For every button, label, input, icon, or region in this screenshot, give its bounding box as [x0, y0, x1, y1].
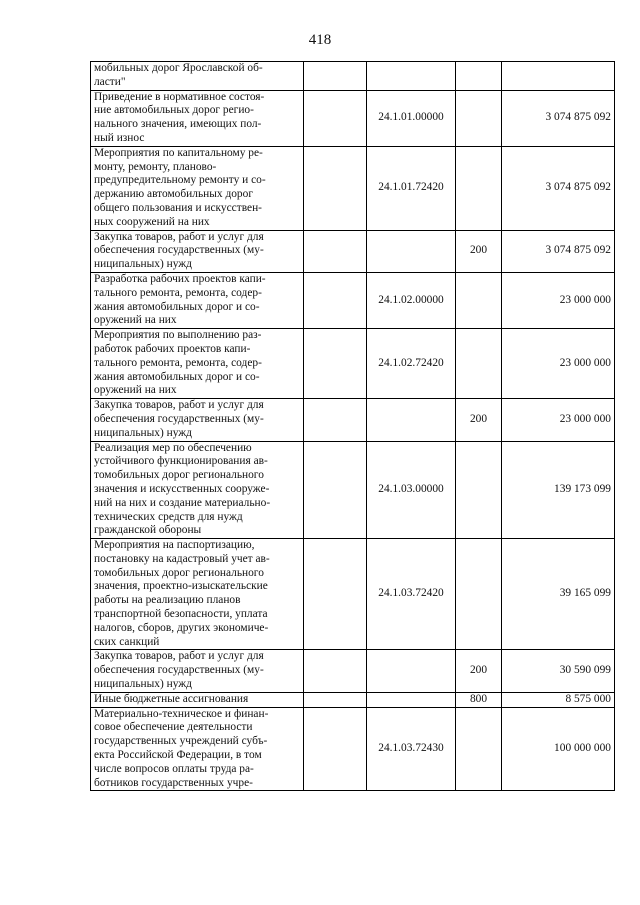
- expense-name-line: Закупка товаров, работ и услуг для: [94, 650, 264, 663]
- expense-type-cell: [456, 441, 502, 539]
- expense-name-line: ласти": [94, 75, 126, 88]
- amount-cell: 39 165 099: [502, 539, 615, 650]
- amount-cell: 30 590 099: [502, 650, 615, 692]
- expense-name-cell: [91, 399, 304, 441]
- expense-name-cell: [91, 230, 304, 272]
- expense-name-line: государственных учреждений субъ-: [94, 735, 268, 748]
- target-article-code-cell: 24.1.03.00000: [367, 441, 456, 539]
- expense-name-line: тального ремонта, ремонта, содер-: [94, 286, 262, 299]
- expense-name-line: Реализация мер по обеспечению: [94, 441, 252, 454]
- expense-name-line: жания автомобильных дорог и со-: [94, 370, 260, 383]
- expense-type-cell: 200: [456, 399, 502, 441]
- expense-name-line: Материально-техническое и финан-: [94, 707, 269, 720]
- blank-column-cell: [304, 692, 367, 707]
- table-row: [91, 650, 615, 692]
- blank-column-cell: [304, 329, 367, 399]
- expense-type-cell: [456, 272, 502, 328]
- amount-cell: 139 173 099: [502, 441, 615, 539]
- expense-name-line: мобильных дорог Ярославской об-: [94, 62, 263, 74]
- page-number: 418: [308, 32, 332, 48]
- expense-name-line: Мероприятия по капитальному ре-: [94, 146, 263, 159]
- expense-name-line: оружений на них: [94, 384, 177, 397]
- expense-type-cell: 200: [456, 230, 502, 272]
- expense-name-line: Приведение в нормативное состоя-: [94, 90, 265, 103]
- expense-type-cell: 800: [456, 692, 502, 707]
- expense-name-line: екта Российской Федерации, в том: [94, 749, 262, 762]
- table-row: [91, 62, 615, 91]
- expense-name-line: ниципальных) нужд: [94, 426, 192, 439]
- expense-name-line: гражданской обороны: [94, 524, 202, 537]
- expense-name-cell: [91, 650, 304, 692]
- expense-name-line: Закупка товаров, работ и услуг для: [94, 399, 264, 412]
- expense-type-cell: [456, 62, 502, 91]
- expense-name-line: Мероприятия по выполнению раз-: [94, 329, 262, 342]
- target-article-code-cell: 24.1.03.72420: [367, 539, 456, 650]
- expense-name-line: томобильных дорог регионального: [94, 566, 264, 579]
- target-article-code-cell: [367, 650, 456, 692]
- target-article-code-cell: [367, 62, 456, 91]
- expense-name-line: устойчивого функционирования ав-: [94, 455, 268, 468]
- expense-type-cell: [456, 90, 502, 146]
- target-article-code-cell: [367, 692, 456, 707]
- amount-cell: 23 000 000: [502, 272, 615, 328]
- blank-column-cell: [304, 146, 367, 230]
- amount-cell: 23 000 000: [502, 399, 615, 441]
- blank-column-cell: [304, 399, 367, 441]
- expense-name-line: Закупка товаров, работ и услуг для: [94, 230, 264, 243]
- expense-type-cell: [456, 707, 502, 791]
- expense-name-line: значения, проектно-изыскательские: [94, 580, 268, 593]
- table-row: [91, 146, 615, 230]
- expense-name-line: держанию автомобильных дорог: [94, 188, 253, 201]
- expense-name-cell: [91, 146, 304, 230]
- expense-type-cell: [456, 146, 502, 230]
- target-article-code-cell: 24.1.02.00000: [367, 272, 456, 328]
- expense-name-line: работок рабочих проектов капи-: [94, 342, 251, 355]
- expense-name-cell: [91, 692, 304, 707]
- expense-name-line: Мероприятия на паспортизацию,: [94, 539, 255, 552]
- blank-column-cell: [304, 650, 367, 692]
- table-row: [91, 90, 615, 146]
- budget-table-body: [91, 62, 615, 791]
- expense-type-cell: [456, 329, 502, 399]
- expense-name-cell: [91, 90, 304, 146]
- table-row: [91, 272, 615, 328]
- blank-column-cell: [304, 539, 367, 650]
- expense-name-line: оружений на них: [94, 314, 177, 327]
- table-row: [91, 539, 615, 650]
- expense-type-cell: 200: [456, 650, 502, 692]
- table-row: [91, 230, 615, 272]
- expense-name-cell: [91, 272, 304, 328]
- expense-name-line: ских санкций: [94, 635, 160, 648]
- table-row: [91, 441, 615, 539]
- budget-table: [90, 61, 615, 791]
- expense-name-line: предупредительному ремонту и со-: [94, 174, 266, 187]
- expense-name-line: нального значения, имеющих пол-: [94, 118, 262, 131]
- expense-name-line: монту, ремонту, планово-: [94, 160, 217, 173]
- expense-name-line: томобильных дорог регионального: [94, 469, 264, 482]
- expense-name-line: транспортной безопасности, уплата: [94, 608, 268, 621]
- blank-column-cell: [304, 707, 367, 791]
- expense-name-line: обеспечения государственных (му-: [94, 412, 264, 425]
- expense-type-cell: [456, 539, 502, 650]
- target-article-code-cell: 24.1.01.72420: [367, 146, 456, 230]
- expense-name-line: тального ремонта, ремонта, содер-: [94, 356, 262, 369]
- expense-name-line: налогов, сборов, других экономиче-: [94, 621, 269, 634]
- expense-name-line: работы на реализацию планов: [94, 594, 241, 607]
- blank-column-cell: [304, 90, 367, 146]
- expense-name-line: ный износ: [94, 131, 145, 144]
- expense-name-line: технических средств для нужд: [94, 510, 243, 523]
- expense-name-line: числе вопросов оплаты труда ра-: [94, 762, 254, 775]
- table-row: [91, 692, 615, 707]
- expense-name-line: жания автомобильных дорог и со-: [94, 300, 260, 313]
- expense-name-line: ных сооружений на них: [94, 215, 210, 228]
- target-article-code-cell: 24.1.03.72430: [367, 707, 456, 791]
- expense-name-cell: [91, 441, 304, 539]
- amount-cell: 23 000 000: [502, 329, 615, 399]
- expense-name-cell: [91, 539, 304, 650]
- blank-column-cell: [304, 272, 367, 328]
- expense-name-line: постановку на кадастровый учет ав-: [94, 552, 270, 565]
- expense-name-cell: [91, 62, 304, 91]
- blank-column-cell: [304, 441, 367, 539]
- amount-cell: 3 074 875 092: [502, 90, 615, 146]
- expense-name-line: обеспечения государственных (му-: [94, 244, 264, 257]
- expense-name-line: Иные бюджетные ассигнования: [94, 692, 249, 705]
- amount-cell: 8 575 000: [502, 692, 615, 707]
- blank-column-cell: [304, 62, 367, 91]
- blank-column-cell: [304, 230, 367, 272]
- expense-name-line: Разработка рабочих проектов капи-: [94, 272, 266, 285]
- target-article-code-cell: 24.1.01.00000: [367, 90, 456, 146]
- target-article-code-cell: [367, 230, 456, 272]
- expense-name-line: значения и искусственных сооруже-: [94, 482, 270, 495]
- amount-cell: 3 074 875 092: [502, 230, 615, 272]
- expense-name-line: обеспечения государственных (му-: [94, 664, 264, 677]
- target-article-code-cell: 24.1.02.72420: [367, 329, 456, 399]
- expense-name-cell: [91, 329, 304, 399]
- expense-name-line: ботников государственных учре-: [94, 776, 253, 789]
- expense-name-line: ниципальных) нужд: [94, 678, 192, 691]
- expense-name-line: ние автомобильных дорог регио-: [94, 104, 254, 117]
- amount-cell: 100 000 000: [502, 707, 615, 791]
- table-row: [91, 707, 615, 791]
- amount-cell: 3 074 875 092: [502, 146, 615, 230]
- table-row: [91, 329, 615, 399]
- expense-name-line: общего пользования и искусствен-: [94, 201, 262, 214]
- table-row: [91, 399, 615, 441]
- expense-name-cell: [91, 707, 304, 791]
- target-article-code-cell: [367, 399, 456, 441]
- expense-name-line: ниципальных) нужд: [94, 258, 192, 271]
- amount-cell: [502, 62, 615, 91]
- expense-name-line: совое обеспечение деятельности: [94, 721, 253, 734]
- expense-name-line: ний на них и создание материально-: [94, 496, 271, 509]
